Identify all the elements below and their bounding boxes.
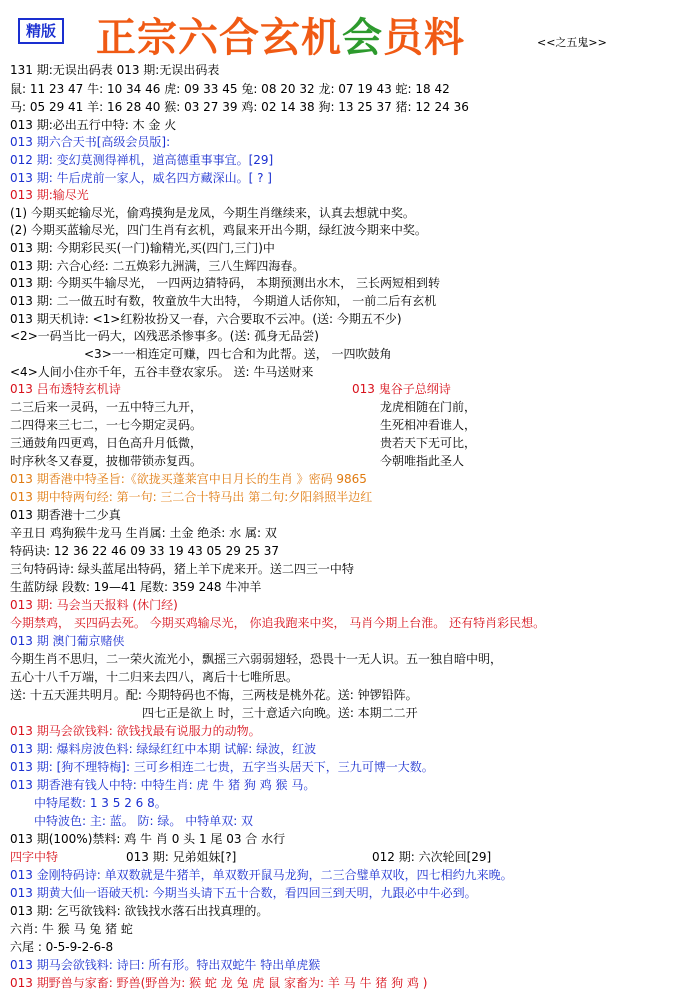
page-tag: <<之五鬼>> [537,36,607,49]
text-line: 012 期: 六次轮回[29] [372,850,492,864]
version-badge: 精版 [18,18,64,44]
text-line: 生蓝防绿 段数: 19—41 尾数: 359 248 牛冲羊 [10,580,262,594]
text-line: 三通鼓角四更鸡，日色高升月低微， [10,436,203,450]
text-line: 五心十八千万端，十二归来去四八，离后十七唯所思。 [10,670,299,684]
text-line: 今期生肖不思归，二一荣火流光小，飘摇三六弱弱翅轻，恐畏十一无人识。五一独自暗中明， [10,652,503,666]
text-line: 013 期香港有钱人中特: 中特生肖: 虎 牛 猪 狗 鸡 猴 马。 [10,778,316,792]
text-line: 013 期马会欲钱料: 欲钱找最有说服力的动物。 [10,724,261,738]
text-line: 六肖: 牛 猴 马 兔 猪 蛇 [10,922,133,936]
text-line: 013 期香港中特圣旨:《欲拢买蓬莱宫中日月长的生肖 》密码 9865 [10,472,367,486]
text-line: 013 吕布透特玄机诗 [10,382,121,396]
text-line: 013 期: 六合心经: 二五焕彩九洲满，三八生辉四海春。 [10,259,305,273]
text-line: 二三后来一灵码，一五中特三九开， [10,400,203,414]
page-header [0,0,679,61]
text-line: 013 期: 牛后虎前一家人，威名四方藏深山。[ ? ] [10,171,272,185]
text-line: <3>一一相连定可赚，四七合和为此帮。送， 一四吹鼓角 [84,347,392,361]
text-line: 龙虎相随在门前， [380,400,477,414]
text-line: 送: 十五天涯共明月。配: 今期特码也不悔，三两枝是桃外花。送: 钟锣铅阵。 [10,688,418,702]
text-line: 013 期黄大仙一语破天机: 今期当头请下五十合数，看四回三到天明，九跟必中牛必到。 [10,886,477,900]
text-line: 013 鬼谷子总纲诗 [352,382,451,396]
title-part-1: 正宗六合玄机 [96,14,342,61]
text-line: 013 期中特两句经: 第一句: 三二合十特马出 第二句:夕阳斜照半边红 [10,490,373,504]
text-line: 四字中特 [10,850,59,864]
title-part-3: 员料 [383,14,465,61]
text-line: <4>人间小住亦千年，五谷丰登农家乐。 送: 牛马送财来 [10,365,314,379]
text-line: 马: 05 29 41 羊: 16 28 40 猴: 03 27 39 鸡: 02 14 38 狗: 13 25 37 猪: 12 24 36 [10,100,469,114]
text-line: 今期禁鸡， 买四码去死。 今期买鸡输尽光， 你追我跑来中奖， 马肖今期上台淮。 还有特肖彩民想。 [10,616,546,630]
text-line: 013 期: 爆料房波色料: 绿绿红红中本期 试解: 绿波，红波 [10,742,317,756]
text-line: 今朝唯指此圣人 [380,454,465,468]
text-line: 131 期:无误出码表 013 期:无误出码表 [10,63,220,77]
text-line: 013 期野兽与家畜: 野兽(野兽为: 猴 蛇 龙 兔 虎 鼠 家畜为: 羊 马 牛 猪 狗 鸡 ) [10,976,428,990]
text-line: 四七正是欲上 时，三十意适六向晚。送: 本期二二开 [142,706,418,720]
text-line: 时序秋冬又春夏，披枷带锁赤复西。 [10,454,203,468]
text-line: 013 期: 乞丐欲钱料: 欲钱找水落石出找真理的。 [10,904,269,918]
text-line: 013 期: 今期买牛输尽光， 一四两边猜特码， 本期预测出水木， 三长两短相到转 [10,276,441,290]
text-line: 013 期天机诗: <1>红粉妆扮又一春，六合要取不云冲。(送: 今期五不少) [10,312,402,326]
text-line: <2>一码当比一码大，凶残恶杀惨事多。(送: 孤身无品尝) [10,329,319,343]
text-line: (2) 今期买蓝输尽光，四门生肖有玄机，鸡鼠来开出今期，绿红波今期来中奖。 [10,223,427,237]
text-line: 013 期: 二一做五时有数，牧童放牛大出特， 今期道人话你知， 一前二后有玄机 [10,294,437,308]
text-line: 012 期: 变幻莫测得禅机，道高德重事事宜。[29] [10,153,274,167]
text-line: 中特尾数: 1 3 5 2 6 8。 [34,796,167,810]
text-line: 013 期: 兄弟姐妹[?] [126,850,237,864]
text-line: 013 期:必出五行中特: 木 金 火 [10,118,177,132]
text-line: 013 期: [狗不理特梅]: 三可乡相连二七贵，五字当头居天下，三九可博一大数。 [10,760,434,774]
text-line: (1) 今期买蛇输尽光，偷鸡摸狗是龙凤，今期生肖继续来，认真去想就中奖。 [10,206,415,220]
text-line: 013 期六合天书[高级会员版]: [10,135,171,149]
text-line: 三句特码诗: 绿头蓝尾出特码，猪上羊下虎来开。送二四三一中特 [10,562,354,576]
page-title [96,6,465,63]
text-line: 鼠: 11 23 47 牛: 10 34 46 虎: 09 33 45 兔: 08 20 32 龙: 07 19 43 蛇: 18 42 [10,82,450,96]
text-line: 辛丑日 鸡狗猴牛龙马 生肖属: 土金 绝杀: 水 属: 双 [10,526,277,540]
text-line: 二四得来三七二，一七今期定灵码。 [10,418,203,432]
text-line: 特码诀: 12 36 22 46 09 33 19 43 05 29 25 37 [10,544,280,558]
text-line: 六尾 : 0-5-9-2-6-8 [10,940,114,954]
text-line: 生死相冲看谁人， [380,418,477,432]
title-part-2: 会 [342,14,383,61]
text-line: 013 期: 今期彩民买(一门)输精光,买(四门,三门)中 [10,241,275,255]
text-line: 013 期: 马会当天报料 (休门经) [10,598,178,612]
text-line: 013 期马会欲钱料: 诗曰: 所有形。特出双蛇牛 特出单虎猴 [10,958,321,972]
text-line: 013 期香港十二少真 [10,508,121,522]
text-line: 013 金刚特码诗: 单双数就是牛猪羊，单双数开鼠马龙狗，二三合璧单双收，四七相约九来晚。 [10,868,513,882]
text-line: 013 期(100%)禁料: 鸡 牛 肖 0 头 1 尾 03 合 水行 [10,832,286,846]
text-line: 013 期:输尽光 [10,188,89,202]
text-line: 013 期 澳门葡京赌侠 [10,634,125,648]
text-line: 中特波色: 主: 蓝。 防: 绿。 中特单双: 双 [34,814,254,828]
text-line: 贵若天下无可比， [380,436,477,450]
